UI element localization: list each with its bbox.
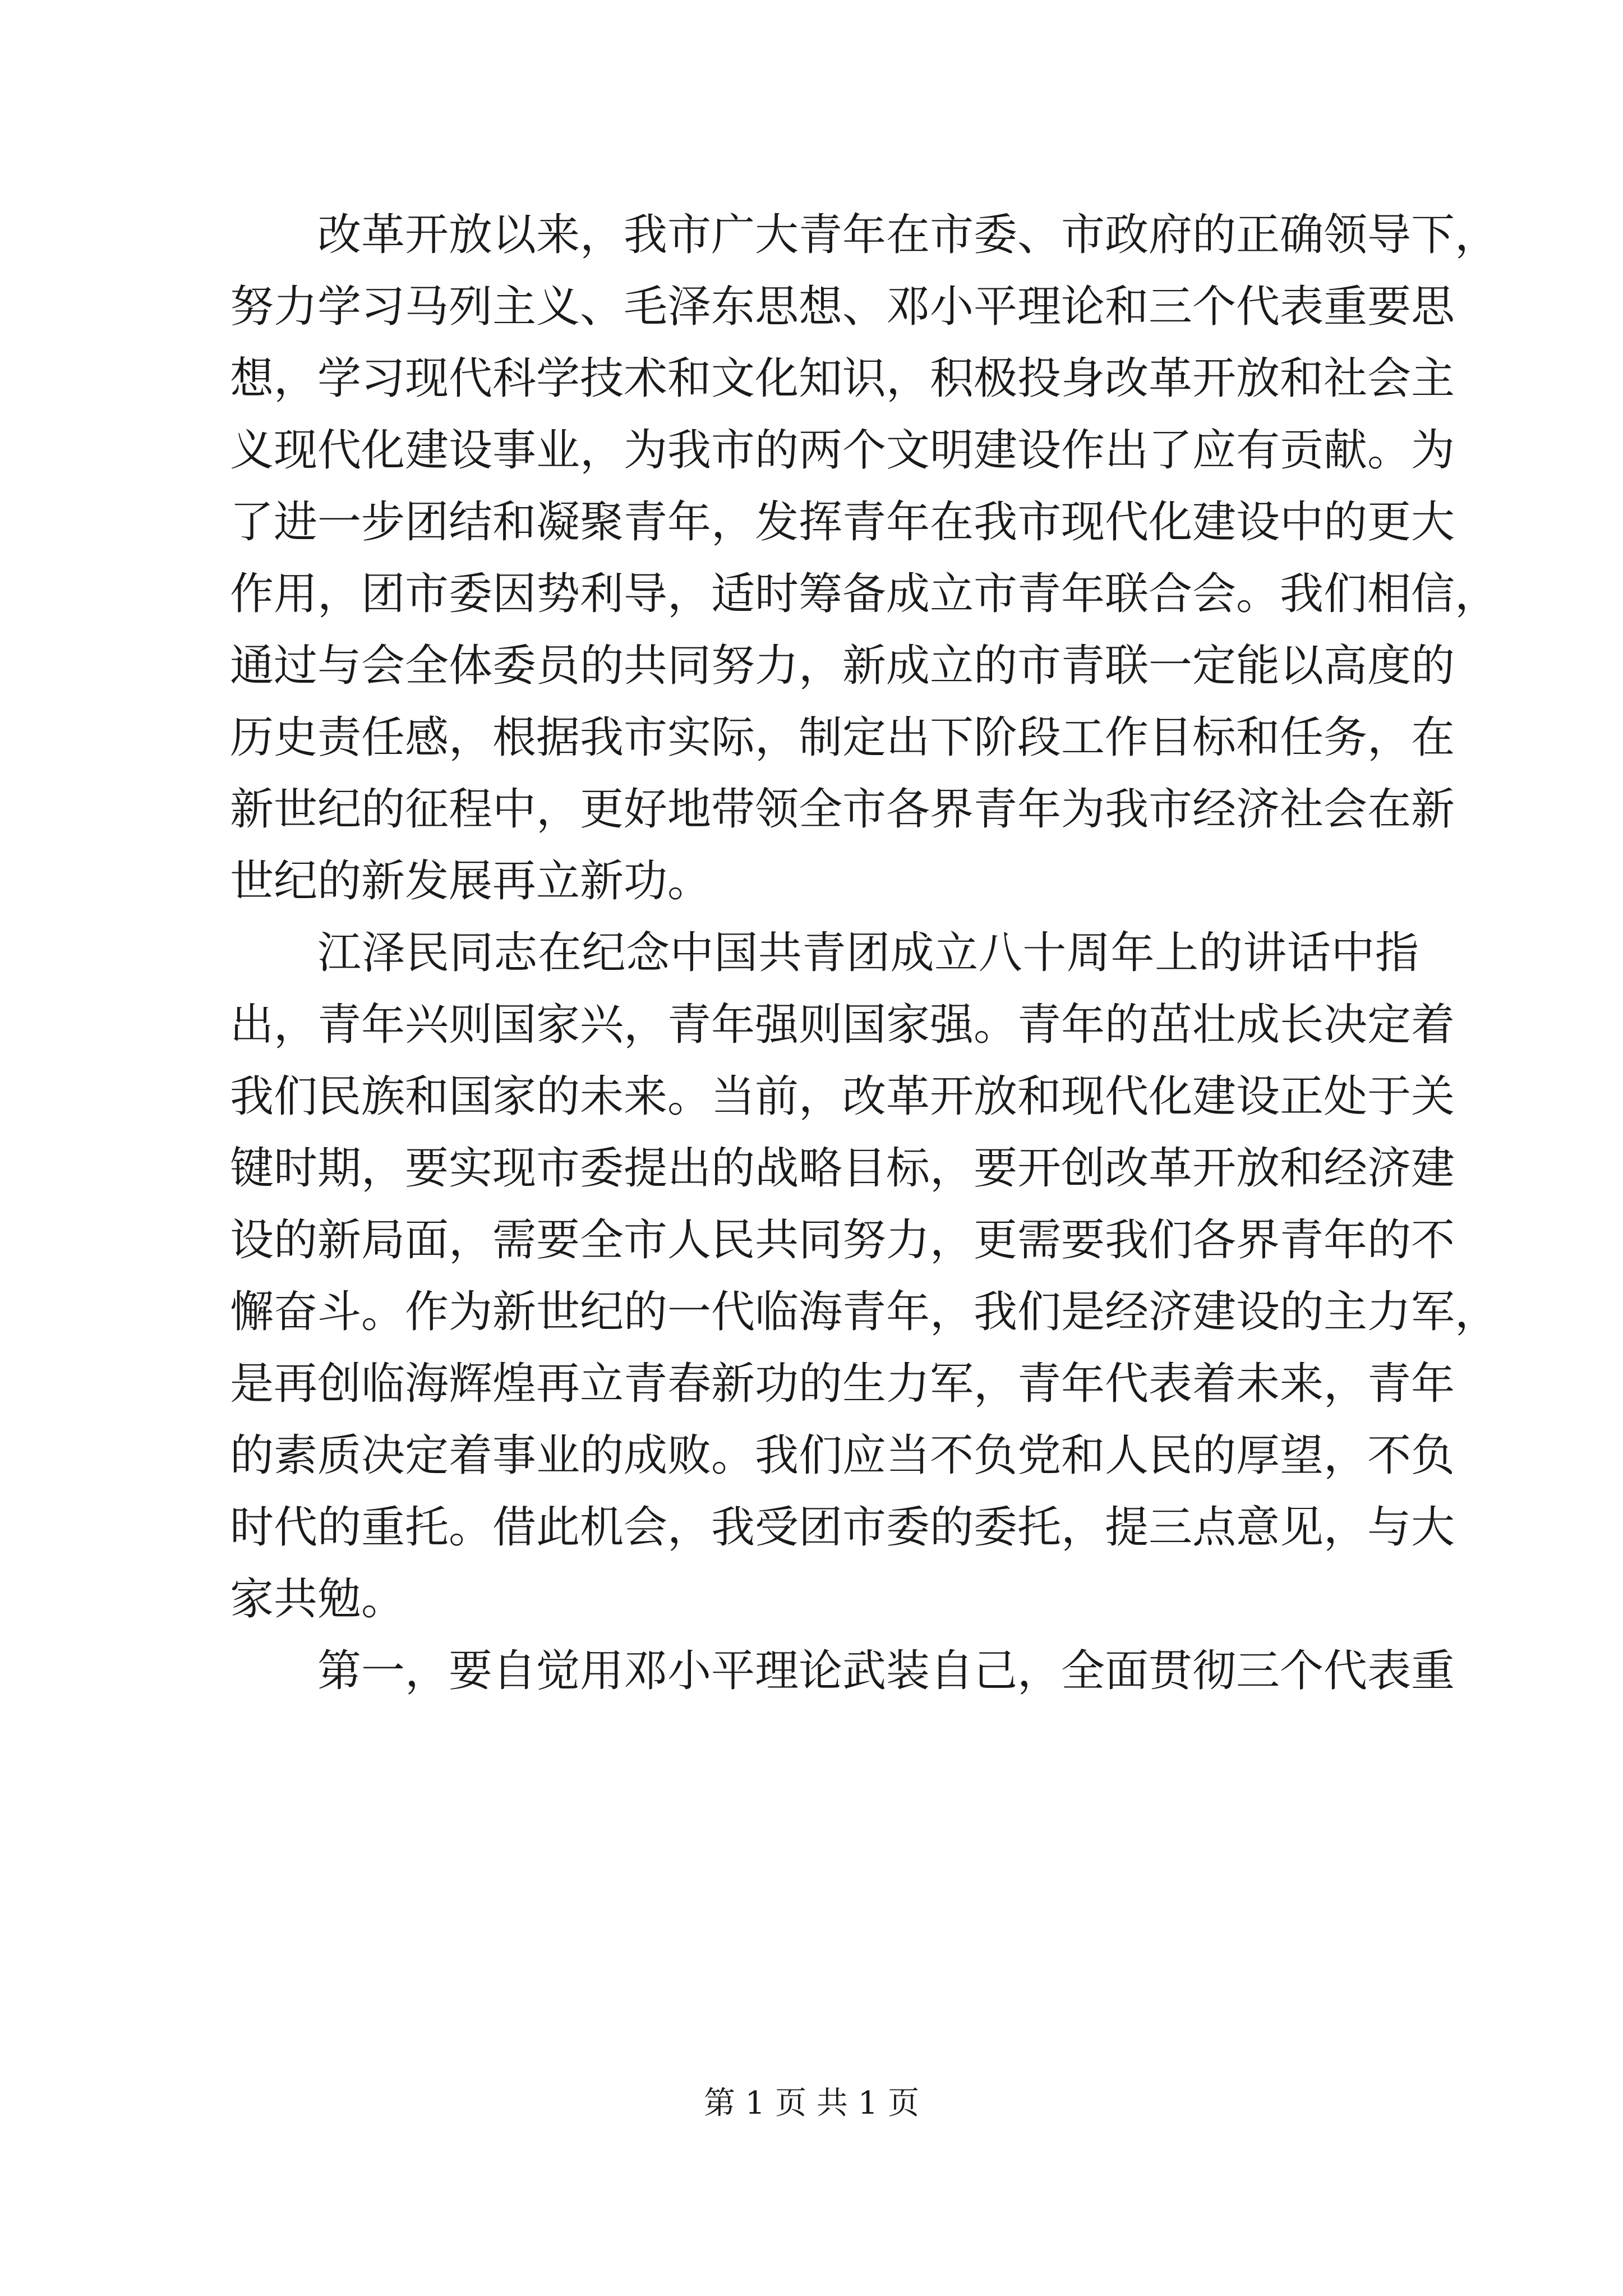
paragraph-2-line-9: 时代的重托。借此机会，我受团市委的委托，提三点意见，与大 bbox=[230, 1502, 1455, 1553]
paragraph-1-line-2: 努力学习马列主义、毛泽东思想、邓小平理论和三个代表重要思 bbox=[230, 282, 1455, 332]
paragraph-2-line-6: 懈奋斗。作为新世纪的一代临海青年，我们是经济建设的主力军， bbox=[230, 1287, 1499, 1337]
paragraph-1-line-9: 新世纪的征程中，更好地带领全市各界青年为我市经济社会在新 bbox=[230, 784, 1455, 835]
paragraph-1-line-10: 世纪的新发展再立新功。 bbox=[230, 856, 712, 907]
paragraph-1-line-5: 了进一步团结和凝聚青年，发挥青年在我市现代化建设中的更大 bbox=[230, 497, 1455, 547]
paragraph-2-line-1: 江泽民同志在纪念中国共青团成立八十周年上的讲话中指 bbox=[317, 928, 1419, 978]
paragraph-2-line-5: 设的新局面，需要全市人民共同努力，更需要我们各界青年的不 bbox=[230, 1215, 1455, 1266]
paragraph-1-line-7: 通过与会全体委员的共同努力，新成立的市青联一定能以高度的 bbox=[230, 641, 1455, 691]
paragraph-1-line-6: 作用，团市委因势利导，适时筹备成立市青年联合会。我们相信， bbox=[230, 569, 1499, 619]
paragraph-1-line-3: 想，学习现代科学技术和文化知识，积极投身改革开放和社会主 bbox=[230, 353, 1455, 404]
paragraph-2-line-8: 的素质决定着事业的成败。我们应当不负党和人民的厚望，不负 bbox=[230, 1430, 1455, 1481]
paragraph-2-line-10: 家共勉。 bbox=[230, 1574, 405, 1625]
document-body bbox=[230, 199, 1499, 1707]
paragraph-2-line-4: 键时期，要实现市委提出的战略目标，要开创改革开放和经济建 bbox=[230, 1143, 1455, 1194]
page-number-footer: 第 1 页 共 1 页 bbox=[703, 2085, 920, 2122]
paragraph-1-line-4: 义现代化建设事业，为我市的两个文明建设作出了应有贡献。为 bbox=[230, 425, 1455, 476]
paragraph-1-line-8: 历史责任感，根据我市实际，制定出下阶段工作目标和任务，在 bbox=[230, 712, 1455, 763]
paragraph-1-line-1: 改革开放以来，我市广大青年在市委、市政府的正确领导下， bbox=[317, 210, 1499, 260]
paragraph-2-line-2: 出，青年兴则国家兴，青年强则国家强。青年的茁壮成长决定着 bbox=[230, 1000, 1455, 1050]
paragraph-2-line-3: 我们民族和国家的未来。当前，改革开放和现代化建设正处于关 bbox=[230, 1071, 1455, 1122]
paragraph-3-line-1: 第一，要自觉用邓小平理论武装自己，全面贯彻三个代表重 bbox=[317, 1646, 1455, 1696]
paragraph-2-line-7: 是再创临海辉煌再立青春新功的生力军，青年代表着未来，青年 bbox=[230, 1359, 1455, 1409]
